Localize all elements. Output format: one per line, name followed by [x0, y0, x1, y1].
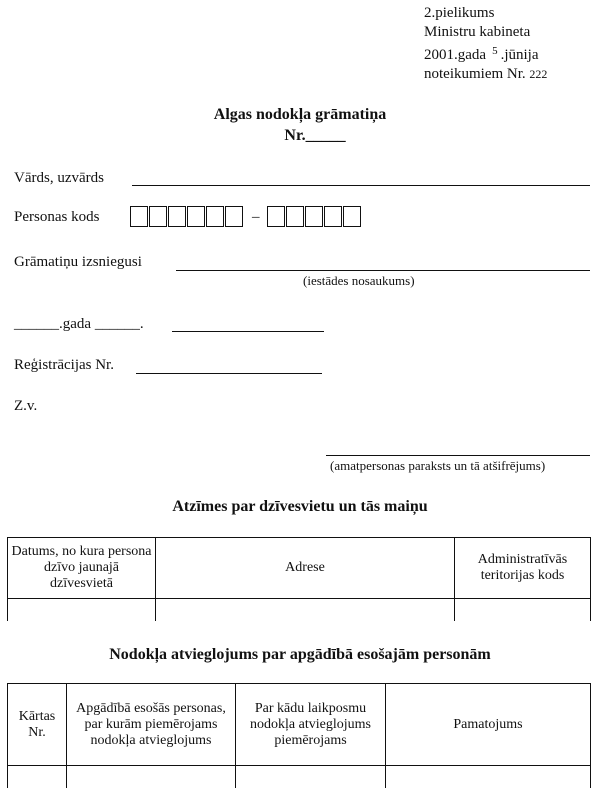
name-field-line[interactable]	[132, 185, 590, 186]
code-box[interactable]	[206, 206, 224, 227]
code-box[interactable]	[267, 206, 285, 227]
code-box[interactable]	[305, 206, 323, 227]
territory-code-column-header: Administratīvās teritorijas kods	[455, 538, 591, 599]
issued-by-label: Grāmatiņu izsniegusi	[14, 254, 142, 270]
personal-code-boxes-first[interactable]	[130, 206, 245, 227]
table-cell[interactable]	[236, 766, 386, 788]
table-cell[interactable]	[386, 766, 591, 788]
code-box[interactable]	[149, 206, 167, 227]
code-box[interactable]	[168, 206, 186, 227]
code-box[interactable]	[225, 206, 243, 227]
table-header-row	[8, 538, 591, 599]
regulation-number: noteikumiem Nr. 222	[424, 66, 548, 82]
order-number-column-header: Kārtas Nr.	[8, 684, 67, 766]
personal-code-boxes-second[interactable]	[267, 206, 364, 227]
regulation-reference	[424, 4, 547, 84]
code-box[interactable]	[130, 206, 148, 227]
code-box[interactable]	[343, 206, 361, 227]
document-title: Algas nodokļa grāmatiņa	[213, 106, 387, 123]
regulation-date: 2001.gada $^5$ .jūnija	[424, 45, 539, 63]
personal-code-label: Personas kods	[14, 209, 100, 225]
dependent-persons-column-header: Apgādībā esošās personas, par kurām piemērojams nodokļa atvieglojums	[67, 684, 236, 766]
date-dot: .	[139, 316, 144, 332]
seal-label: Z.v.	[14, 398, 38, 414]
issue-date	[14, 316, 144, 333]
month-field-line[interactable]	[172, 331, 324, 332]
table-cell[interactable]	[156, 599, 455, 621]
table-cell[interactable]	[8, 599, 156, 621]
signature-caption: (amatpersonas paraksts un tā atšifrējums)	[330, 458, 546, 473]
address-column-header: Adrese	[156, 538, 455, 599]
issued-by-caption: (iestādes nosaukums)	[303, 273, 415, 288]
name-label: Vārds, uzvārds	[14, 170, 104, 186]
table-cell[interactable]	[455, 599, 591, 621]
table-cell[interactable]	[8, 766, 67, 788]
code-box[interactable]	[324, 206, 342, 227]
residence-section-title: Atzīmes par dzīvesvietu un tās maiņu	[172, 498, 428, 515]
dependents-section-title: Nodokļa atvieglojums par apgādībā esošajām personām	[109, 646, 491, 663]
year-word: .gada	[59, 316, 92, 332]
personal-code-dash: –	[252, 209, 260, 225]
table-row[interactable]	[8, 766, 591, 788]
table-row[interactable]	[8, 599, 591, 621]
basis-column-header: Pamatojums	[386, 684, 591, 766]
registration-label: Reģistrācijas Nr.	[14, 357, 114, 373]
document-number: Nr._____	[284, 127, 346, 144]
ministry-label: Ministru kabineta	[424, 24, 531, 40]
appendix-label: 2.pielikums	[424, 5, 495, 21]
residence-table	[7, 537, 591, 621]
dependents-table	[7, 683, 591, 788]
code-box[interactable]	[286, 206, 304, 227]
signature-field-line[interactable]	[326, 455, 590, 456]
table-header-row	[8, 684, 591, 766]
table-cell[interactable]	[67, 766, 236, 788]
date-column-header: Datums, no kura persona dzīvo jaunajā dzīvesvietā	[8, 538, 156, 599]
period-column-header: Par kādu laikposmu nodokļa atvieglojums piemērojams	[236, 684, 386, 766]
regulation-day: 5	[492, 45, 498, 57]
code-box[interactable]	[187, 206, 205, 227]
issued-by-field-line[interactable]	[176, 270, 590, 271]
registration-field-line[interactable]	[136, 373, 322, 374]
year-blank[interactable]: ______	[14, 316, 59, 332]
day-blank[interactable]: ______	[94, 316, 140, 332]
